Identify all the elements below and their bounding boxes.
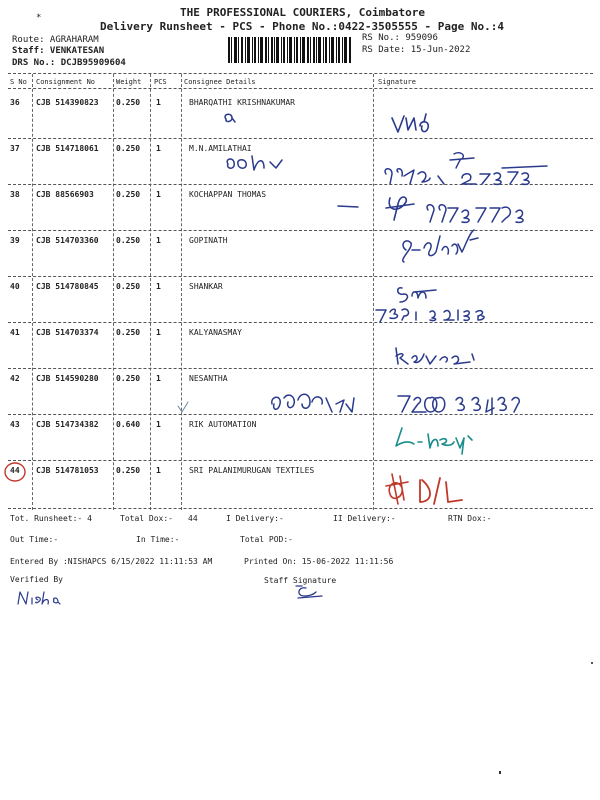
signature-row-39 bbox=[396, 226, 486, 270]
staff-signature-label: Staff Signature bbox=[264, 576, 337, 585]
scan-dot bbox=[499, 771, 501, 774]
row-sno: 41 bbox=[10, 328, 20, 337]
row-consignment: CJB 514703360 bbox=[36, 236, 99, 245]
row-weight: 0.250 bbox=[116, 374, 141, 383]
i-delivery-label: I Delivery:- bbox=[226, 514, 284, 523]
table-row bbox=[0, 282, 600, 294]
row-rule bbox=[8, 460, 593, 461]
col-pcs: PCS bbox=[154, 78, 167, 86]
signature-row-43 bbox=[394, 422, 494, 456]
row-weight: 0.250 bbox=[116, 236, 141, 245]
row-sno: 37 bbox=[10, 144, 20, 153]
row-pcs: 1 bbox=[156, 98, 161, 107]
handwritten-mark bbox=[268, 384, 358, 420]
row-consignment: CJB 514703374 bbox=[36, 328, 99, 337]
signature-row-37 bbox=[382, 148, 552, 190]
row-consignee: RIK AUTOMATION bbox=[189, 420, 257, 429]
row-sno: 40 bbox=[10, 282, 20, 291]
row-sno: 38 bbox=[10, 190, 20, 199]
row-consignee: BHARQATHI KRISHNAKUMAR bbox=[189, 98, 295, 107]
col-consignment: Consignment No bbox=[36, 78, 96, 86]
total-pod-label: Total POD:- bbox=[240, 535, 293, 544]
rs-date-label: RS Date: 15-Jun-2022 bbox=[362, 45, 471, 55]
table-bottom-rule bbox=[8, 508, 593, 509]
table-header-rule bbox=[8, 88, 593, 89]
signature-row-40 bbox=[374, 282, 504, 324]
row-consignee: KALYANASMAY bbox=[189, 328, 242, 337]
rtn-dox-label: RTN Dox:- bbox=[448, 514, 492, 523]
handwritten-mark bbox=[220, 110, 240, 126]
total-runsheet: Tot. Runsheet:- 4 bbox=[10, 514, 92, 523]
company-title: THE PROFESSIONAL COURIERS, Coimbatore bbox=[180, 6, 426, 19]
runsheet-subtitle: Delivery Runsheet - PCS - Phone No.:0422-3505555 - Page No.:4 bbox=[100, 20, 504, 33]
ii-delivery-label: II Delivery:- bbox=[333, 514, 396, 523]
dash-mark bbox=[336, 200, 362, 212]
handwritten-mark bbox=[224, 152, 288, 176]
row-consignee: SHANKAR bbox=[189, 282, 223, 291]
row-consignment: CJB 514590280 bbox=[36, 374, 99, 383]
row-sno: 44 bbox=[10, 466, 20, 475]
row-rule bbox=[8, 368, 593, 369]
table-row bbox=[0, 328, 600, 340]
star-mark: * bbox=[36, 13, 42, 23]
row-sno: 36 bbox=[10, 98, 20, 107]
signature-row-44 bbox=[384, 470, 484, 510]
verified-by-label: Verified By bbox=[10, 575, 63, 584]
row-consignee: NESANTHA bbox=[189, 374, 228, 383]
barcode-image bbox=[228, 37, 352, 63]
row-consignee: SRI PALANIMURUGAN TEXTILES bbox=[189, 466, 315, 475]
rs-no-label: RS No.: 959096 bbox=[362, 33, 438, 43]
row-consignment: CJB 514390823 bbox=[36, 98, 99, 107]
tick-mark bbox=[176, 400, 190, 414]
total-dox-value: 44 bbox=[188, 514, 198, 523]
col-consignee: Consignee Details bbox=[184, 78, 256, 86]
row-sno: 39 bbox=[10, 236, 20, 245]
entered-by-label: Entered By :NISHAPCS 6/15/2022 11:11:53 AM bbox=[10, 557, 213, 566]
staff-label: Staff: VENKATESAN bbox=[12, 46, 105, 56]
row-sno: 43 bbox=[10, 420, 20, 429]
table-row bbox=[0, 98, 600, 110]
scan-dot bbox=[591, 662, 593, 664]
row-consignee: GOPINATH bbox=[189, 236, 228, 245]
total-dox-label: Total Dox:- bbox=[120, 514, 173, 523]
row-rule bbox=[8, 138, 593, 139]
table-row bbox=[0, 466, 600, 478]
row-weight: 0.640 bbox=[116, 420, 141, 429]
row-sno: 42 bbox=[10, 374, 20, 383]
row-rule bbox=[8, 276, 593, 277]
signature-row-42 bbox=[394, 390, 534, 420]
route-label: Route: AGRAHARAM bbox=[12, 35, 99, 45]
staff-signature-mark bbox=[292, 582, 328, 602]
row-pcs: 1 bbox=[156, 328, 161, 337]
row-consignment: CJB 514718061 bbox=[36, 144, 99, 153]
printed-on-label: Printed On: 15-06-2022 11:11:56 bbox=[244, 557, 394, 566]
row-pcs: 1 bbox=[156, 190, 161, 199]
row-pcs: 1 bbox=[156, 420, 161, 429]
row-consignee: M.N.AMILATHAI bbox=[189, 144, 252, 153]
row-weight: 0.250 bbox=[116, 98, 141, 107]
row-consignment: CJB 88566903 bbox=[36, 190, 94, 199]
row-weight: 0.250 bbox=[116, 328, 141, 337]
row-consignee: KOCHAPPAN THOMAS bbox=[189, 190, 267, 199]
row-weight: 0.250 bbox=[116, 144, 141, 153]
col-sno: S No bbox=[10, 78, 27, 86]
row-weight: 0.250 bbox=[116, 466, 141, 475]
out-time-label: Out Time:- bbox=[10, 535, 59, 544]
row-consignment: CJB 514780845 bbox=[36, 282, 99, 291]
row-pcs: 1 bbox=[156, 466, 161, 475]
verified-signature bbox=[16, 588, 66, 608]
signature-row-38 bbox=[384, 190, 554, 230]
table-top-rule bbox=[8, 73, 593, 74]
signature-row-41 bbox=[392, 344, 492, 370]
row-pcs: 1 bbox=[156, 236, 161, 245]
row-consignment: CJB 514781053 bbox=[36, 466, 99, 475]
row-weight: 0.250 bbox=[116, 190, 141, 199]
drs-label: DRS No.: DCJB95909604 bbox=[12, 58, 126, 68]
red-circle-mark bbox=[3, 461, 27, 483]
row-rule bbox=[8, 230, 593, 231]
col-weight: Weight bbox=[116, 78, 142, 86]
table-row bbox=[0, 420, 600, 432]
row-pcs: 1 bbox=[156, 144, 161, 153]
in-time-label: In Time:- bbox=[136, 535, 180, 544]
row-rule bbox=[8, 322, 593, 323]
row-weight: 0.250 bbox=[116, 282, 141, 291]
table-row bbox=[0, 236, 600, 248]
col-signature: Signature bbox=[378, 78, 416, 86]
row-consignment: CJB 514734382 bbox=[36, 420, 99, 429]
row-pcs: 1 bbox=[156, 282, 161, 291]
row-pcs: 1 bbox=[156, 374, 161, 383]
signature-row-36 bbox=[390, 112, 442, 140]
